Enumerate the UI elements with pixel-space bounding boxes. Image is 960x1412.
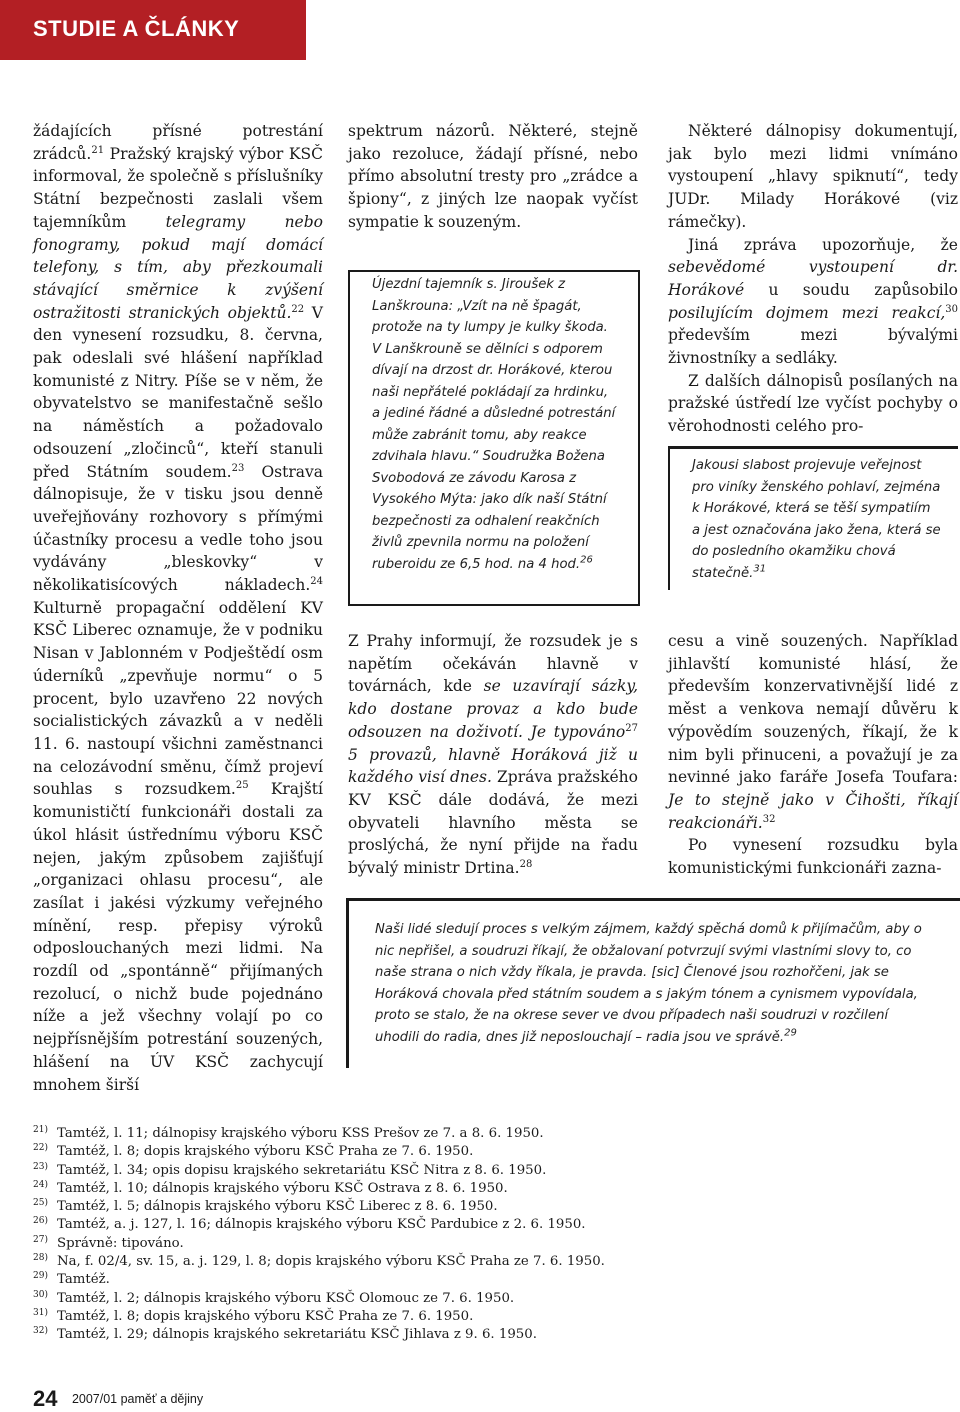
footnotes: [33, 1125, 933, 1345]
footnote-number: 21): [33, 1125, 48, 1135]
footnote: [33, 1198, 933, 1216]
footnote-number: 23): [33, 1161, 48, 1172]
footnote-number: 29): [33, 1271, 48, 1282]
text-column-2: spektrum názorů. Některé, stejně jako rezoluce, žádají přísné, nebo přímo absolutní tresty pro „zrádce a špiony“, z jiných lze naopak vyčíst sympatie k souzeným.: [348, 122, 638, 231]
footnote-text: Tamtéž, l. 8; dopis krajského výboru KSČ Praha ze 7. 6. 1950.: [57, 1308, 474, 1324]
footnote-text: Tamtéž, a. j. 127, l. 16; dálnopis krajského výboru KSČ Pardubice z 2. 6. 1950.: [57, 1217, 586, 1233]
footnote-text: Tamtéž.: [57, 1272, 110, 1288]
footnote: [33, 1326, 933, 1344]
footnote: [33, 1308, 933, 1326]
footnote-text: Tamtéž, l. 11; dálnopisy krajského výboru KSS Prešov ze 7. a 8. 6. 1950.: [57, 1126, 544, 1141]
footnote: [33, 1180, 933, 1198]
footnote-number: 31): [33, 1307, 48, 1318]
text-column-3-lower: cesu a vině souzených. Například jihlavští komunisté hlásí, že především konzervativnější lidé z měst a venkova nemají důvěru k výpovědím souzených, říkají, že k nim byli přinuceni, a považují je za nevinné jako faráře Josefa Toufara: Je to stejně jako v Čihošti, říkají reakcionáři.$^{32}$ Po vynesení rozsudku byla komunistickými funkcionáři zazna-: [668, 632, 958, 878]
footnote-text: Tamtéž, l. 34; opis dopisu krajského sekretariátu KSČ Nitra z 8. 6. 1950.: [57, 1162, 547, 1178]
quote-box-radio: Naši lidé sledují proces s velkým zájmem, každý spěchá domů k přijímačům, aby o nic nepřišel, a soudruzi říkají, že obžalovaní potvrzují svými vlastními slovy to, co naše strana o nich vždy říkala, je pravda. [sic] Členové jsou rozhořčeni, jak se Horáková chovala před státním soudem a s jakým tónem a cynismem vypovídala, proto se stalo, že na okrese sever ve dvou případech naši soudruzi v rozčilení uhodili do radia, dnes již neposlouchají – radia jsou ve správě.$^{29}$: [346, 898, 960, 1068]
page-number: 24: [33, 1386, 58, 1411]
footnote: [33, 1216, 933, 1234]
quote-box-sympathy: Jakousi slabost projevuje veřejnost pro viníky ženského pohlaví, zejména k Horákové, která se těší sympatiím a jest označována jako žena, která se do posledního okamžiku chová statečně.$^{31}$: [668, 446, 958, 590]
footnote-number: 27): [33, 1234, 48, 1245]
text-column-2-lower: Z Prahy informují, že rozsudek je s napětím očekáván hlavně v továrnách, kde se uzavírají sázky, kdo dostane provaz a kdo bude odsouzen na doživotí. Je typováno$^{27}$ 5 provazů, hlavně Horáková již u každého visí dnes. Zpráva pražského KV KSČ dále dodává, že mezi obyvateli hlavního města se proslýchá, že nyní přijde na řadu bývalý ministr Drtina.$^{28}$: [348, 632, 638, 878]
page-footer: [33, 1386, 203, 1412]
footnote: [33, 1143, 933, 1161]
quote-box-lanskroun: Újezdní tajemník s. Jiroušek z Lanškrouna: „Vzít na ně špagát, protože na ty lumpy je kulky škoda. V Lanškrouně se dělníci s odporem dívají na drzost dr. Horákové, kterou naši nepřátelé pokládají za hrdinku, a jediné řádné a důsledné potrestání může zabránit tomu, aby reakce zdvihala hlavu.“ Soudružka Božena Svobodová ze závodu Karosa z Vysokého Mýta: jako dík naší Státní bezpečnosti za odhalení reakčních živlů zpevnila normu na položení ruberoidu ze 6,5 hod. na 4 hod.$^{26}$: [348, 270, 640, 606]
footnote-text: Tamtéž, l. 10; dálnopis krajského výboru KSČ Ostrava z 8. 6. 1950.: [57, 1180, 508, 1196]
text-column-1: žádajících přísné potrestání zrádců.$^{21}$ Pražský krajský výbor KSČ informoval, že společně s příslušníky Státní bezpečnosti zaslali všem tajemníkům telegramy nebo fonogramy, pokud mají domácí telefony, s tím, aby přezkoumali stávající směrnice k zvýšení ostražitosti stranických objektů.$^{22}$ V den vynesení rozsudku, 8. června, pak odeslali své hlášení například komunisté z Nitry. Píše se v něm, že obyvatelstvo se manifestačně sešlo na náměstích a požadovalo odsouzení „zločinců“, kteří stanuli před Státním soudem.$^{23}$ Ostrava dálnopisuje, že v tisku jsou denně uveřejňovány rozhovory s přímými účastníky procesu a vedle toho jsou vydávány „bleskovky“ v několikatisícových nákladech.$^{24}$ Kulturně propagační oddělení KV KSČ Liberec oznamuje, že v podniku Nisan v Jablonném v Podještědí osm úderníků „zpevňuje normu“ o 5 procent, bylo uzavřeno 22 nových socialistických závazků a v neděli 11. 6. nastoupí všichni zaměstnanci na celozávodní směnu, čímž projeví souhlas s rozsudkem.$^{25}$ Krajští komunističtí funkcionáři dostali za úkol hlásit ústřednímu výboru KSČ nejen, jakým způsobem zajišťují „organizaci ohlasu procesu“, ale zasílat i jakési výzkumy veřejného mínění, resp. přepisy výroků odposlouchaných mezi lidmi. Na rozdíl od „spontánně“ přijímaných rezolucí, o nichž bude pojednáno níže a jež všechny volají po co nejpřísnějším potrestání souzených, hlášení na ÚV KSČ zachycují mnohem širší: [33, 122, 324, 1094]
footnote-number: 22): [33, 1143, 48, 1154]
footnote-number: 30): [33, 1289, 48, 1300]
footnote-text: Tamtéž, l. 8; dopis krajského výboru KSČ Praha ze 7. 6. 1950.: [57, 1144, 474, 1160]
footnote-number: 32): [33, 1326, 48, 1337]
footnote-text: Správně: tipováno.: [57, 1235, 184, 1251]
footnote-text: Tamtéž, l. 29; dálnopis krajského sekretariátu KSČ Jihlava z 9. 6. 1950.: [57, 1327, 537, 1343]
footnote-number: 25): [33, 1198, 48, 1209]
footnote: [33, 1271, 933, 1289]
footnote-number: 26): [33, 1216, 48, 1227]
text-column-3: Některé dálnopisy dokumentují, jak bylo mezi lidmi vnímáno vystoupení „hlavy spiknutí“, tedy JUDr. Milady Horákové (viz rámečky). Jiná zpráva upozorňuje, že sebevědomé vystoupení dr. Horákové u soudu zapůsobilo posilujícím dojmem mezi reakcí,$^{30}$ především mezi bývalými živnostníky a sedláky. Z dalších dálnopisů posílaných na pražské ústředí lze vyčíst pochyby o věrohodnosti celého pro-: [668, 122, 958, 436]
footnote: [33, 1235, 933, 1253]
footnote-text: Na, f. 02/4, sv. 15, a. j. 129, l. 8; dopis krajského výboru KSČ Praha ze 7. 6. 1950.: [57, 1254, 605, 1270]
footnote-number: 24): [33, 1179, 48, 1190]
section-header: [0, 0, 306, 60]
footnote: [33, 1253, 933, 1271]
footnote: [33, 1290, 933, 1308]
footnote-text: Tamtéž, l. 2; dálnopis krajského výboru KSČ Olomouc ze 7. 6. 1950.: [57, 1290, 515, 1306]
footnote: [33, 1162, 933, 1180]
footnote: [33, 1125, 933, 1143]
footnote-text: Tamtéž, l. 5; dálnopis krajského výboru KSČ Liberec z 8. 6. 1950.: [57, 1199, 498, 1215]
footnote-number: 28): [33, 1253, 48, 1264]
publication-name: 2007/01 paměť a dějiny: [71, 1392, 204, 1406]
section-title: STUDIE A ČLÁNKY: [33, 16, 240, 41]
